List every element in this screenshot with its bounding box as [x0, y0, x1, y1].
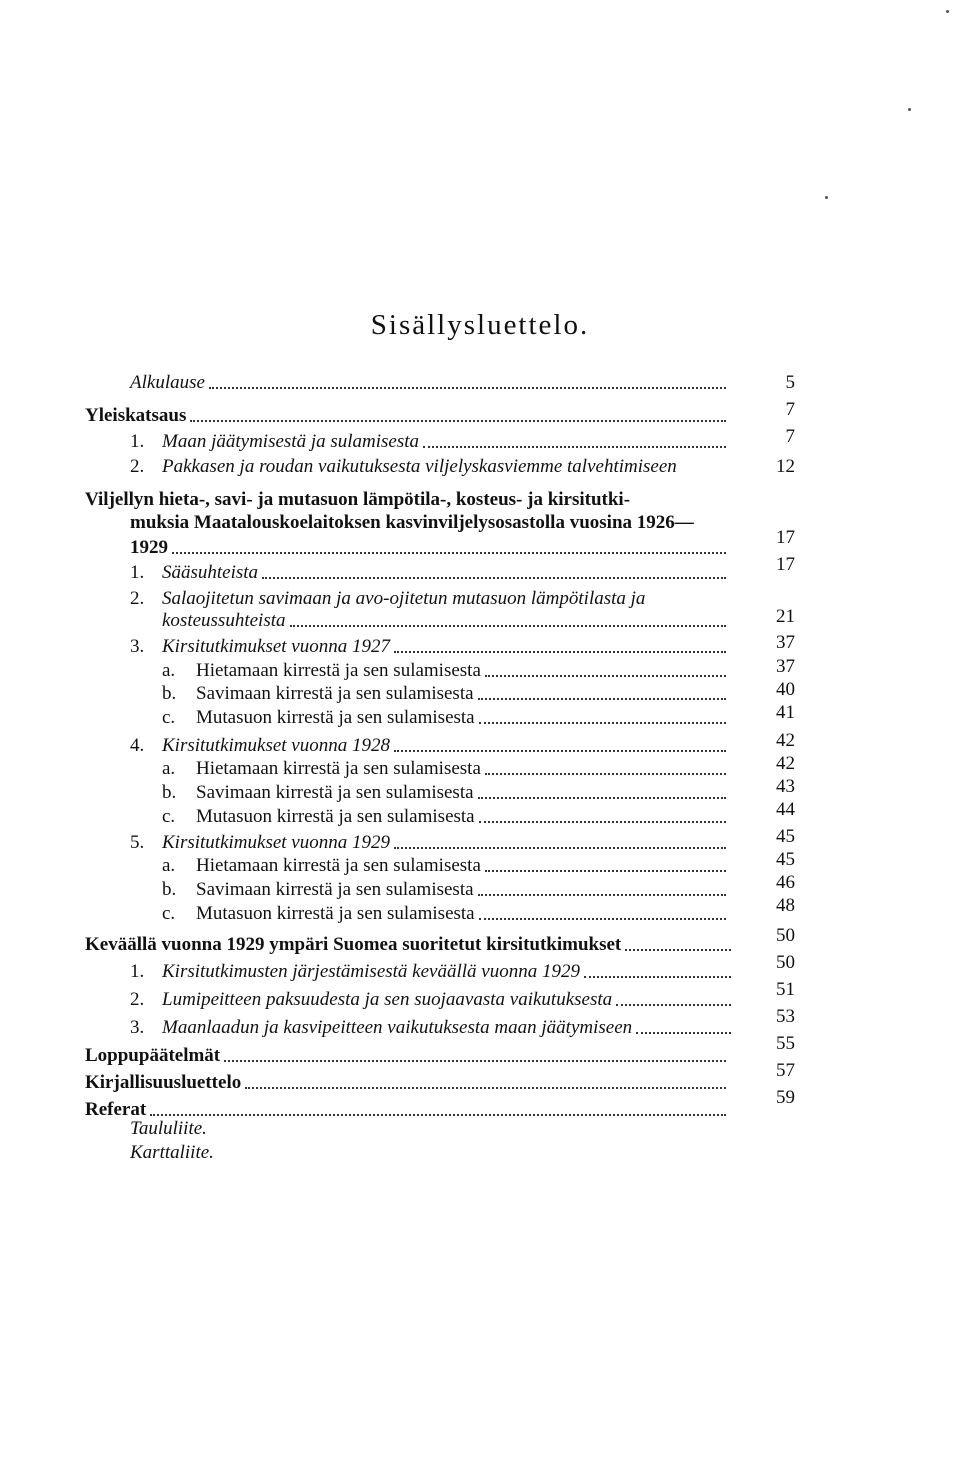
toc-entry-number: 2. [130, 456, 145, 477]
toc-page-number: 57 [776, 1060, 795, 1081]
toc-page-number: 59 [776, 1087, 795, 1108]
toc-entry-alkulause [130, 368, 730, 394]
toc-entry-text: 1929 [130, 537, 168, 558]
toc-entry-number: 4. [130, 735, 145, 756]
toc-page-number: 12 [776, 456, 795, 477]
toc-entry-number: 3. [130, 636, 145, 657]
dot-leader [478, 698, 726, 700]
toc-entry-number: 3. [130, 1017, 145, 1038]
toc-entry-letter: a. [162, 855, 176, 876]
toc-entry-letter: c. [162, 707, 176, 728]
dot-leader [625, 949, 731, 951]
toc-entry-text: Sääsuhteista [162, 562, 259, 583]
dot-leader [584, 976, 731, 978]
dot-leader [209, 387, 726, 389]
toc-entry-k1 [130, 957, 735, 983]
toc-entry-v5a [162, 851, 730, 877]
toc-entry-v5c [162, 899, 730, 925]
appendix-tauluiite: Taululiite. [130, 1118, 207, 1139]
toc-entry-letter: b. [162, 879, 177, 900]
appendix-karttaliite: Karttaliite. [130, 1142, 214, 1163]
toc-entry-viljellyn-line3 [130, 533, 730, 559]
toc-entry-v4c [162, 802, 730, 828]
toc-entry-text: Kirjallisuusluettelo [85, 1072, 242, 1093]
dot-leader [150, 1114, 726, 1116]
toc-page-number: 53 [776, 1006, 795, 1027]
toc-entry-letter: c. [162, 806, 176, 827]
toc-page-number: 43 [776, 776, 795, 797]
toc-entry-yk2 [130, 452, 740, 478]
toc-entry-number: 1. [130, 562, 145, 583]
toc-page-number: 46 [776, 872, 795, 893]
dot-leader [479, 821, 726, 823]
toc-entry-text: Mutasuon kirrestä ja sen sulamisesta [196, 903, 475, 924]
toc-entry-number: 5. [130, 832, 145, 853]
toc-page-number: 51 [776, 979, 795, 1000]
toc-entry-text: Yleiskatsaus [85, 405, 187, 426]
toc-entry-text: Lumipeitteen paksuudesta ja sen suojaavasta vaikutuksesta [162, 989, 613, 1010]
toc-entry-text: Kirsitutkimukset vuonna 1929 [162, 832, 390, 853]
toc-entry-text: Hietamaan kirrestä ja sen sulamisesta [196, 758, 481, 779]
dot-leader [394, 847, 726, 849]
toc-entry-text: Loppupäätelmät [85, 1045, 221, 1066]
page-title: Sisällysluettelo. [370, 309, 590, 341]
toc-page-number: 45 [776, 849, 795, 870]
toc-entry-text: Pakkasen ja roudan vaikutuksesta viljelyskasviemme talvehtimiseen [162, 456, 677, 477]
dot-leader [245, 1087, 726, 1089]
toc-entry-text: Savimaan kirrestä ja sen sulamisesta [196, 683, 474, 704]
toc-entry-text: Alkulause [130, 372, 205, 393]
dot-leader [394, 750, 726, 752]
toc-entry-text: Mutasuon kirrestä ja sen sulamisesta [196, 806, 475, 827]
toc-page-number: 17 [776, 527, 795, 548]
dot-leader [485, 675, 726, 677]
toc-entry-k2 [130, 985, 735, 1011]
toc-entry-loppupaatelmat [85, 1041, 730, 1067]
toc-page-number: 7 [785, 399, 795, 420]
toc-entry-text: Salaojitetun savimaan ja avo-ojitetun mutasuon lämpötilasta ja [162, 588, 646, 609]
toc-entry-letter: b. [162, 683, 177, 704]
toc-entry-yk1 [130, 427, 730, 453]
dot-leader [262, 577, 726, 579]
toc-entry-v4b [162, 778, 730, 804]
toc-entry-letter: b. [162, 782, 177, 803]
toc-entry-text: Mutasuon kirrestä ja sen sulamisesta [196, 707, 475, 728]
toc-entry-text: Maanlaadun ja kasvipeitteen vaikutuksesta maan jäätymiseen [162, 1017, 633, 1038]
toc-page-number: 44 [776, 799, 795, 820]
dot-leader [479, 918, 726, 920]
dot-leader [479, 722, 726, 724]
dot-leader [616, 1004, 731, 1006]
toc-entry-text: Savimaan kirrestä ja sen sulamisesta [196, 879, 474, 900]
toc-entry-v1 [130, 558, 730, 584]
toc-page-number: 40 [776, 679, 795, 700]
scan-speck [825, 196, 828, 199]
toc-entry-text: Referat [85, 1099, 147, 1120]
dot-leader [485, 870, 726, 872]
toc-page-number: 7 [785, 426, 795, 447]
toc-page-number: 17 [776, 554, 795, 575]
toc-entry-text: Hietamaan kirrestä ja sen sulamisesta [196, 855, 481, 876]
toc-page-number: 42 [776, 730, 795, 751]
dot-leader [423, 446, 726, 448]
dot-leader [636, 1032, 731, 1034]
toc-entry-number: 1. [130, 961, 145, 982]
toc-entry-v2-line2 [162, 606, 730, 632]
toc-page-number: 50 [776, 925, 795, 946]
scan-speck [946, 10, 949, 13]
toc-entry-v3b [162, 679, 730, 705]
toc-page-number: 21 [776, 606, 795, 627]
toc-entry-text: Kirsitutkimukset vuonna 1927 [162, 636, 390, 657]
toc-page-number: 48 [776, 895, 795, 916]
toc-entry-viljellyn-line2: muksia Maatalouskoelaitoksen kasvinviljelysosastolla vuosina 1926— [130, 512, 694, 533]
toc-entry-number: 2. [130, 989, 145, 1010]
toc-entry-kevaalla [85, 930, 735, 956]
toc-entry-text: kosteussuhteista [162, 610, 286, 631]
toc-entry-v5b [162, 875, 730, 901]
toc-page-number: 55 [776, 1033, 795, 1054]
toc-entry-v3c [162, 703, 730, 729]
dot-leader [478, 894, 726, 896]
toc-entry-yleiskatsaus [85, 401, 730, 427]
toc-page-number: 42 [776, 753, 795, 774]
toc-entry-text: Kirsitutkimusten järjestämisestä keväällä vuonna 1929 [162, 961, 580, 982]
toc-entry-viljellyn-line1: Viljellyn hieta-, savi- ja mutasuon lämpötila-, kosteus- ja kirsitutki- [85, 489, 631, 510]
toc-page-number: 5 [785, 372, 795, 393]
toc-entry-letter: a. [162, 758, 176, 779]
toc-entry-kirjallisuusluettelo [85, 1068, 730, 1094]
toc-page-number: 41 [776, 702, 795, 723]
toc-entry-text: Kirsitutkimukset vuonna 1928 [162, 735, 390, 756]
dot-leader [478, 797, 726, 799]
toc-entry-number: 1. [130, 431, 145, 452]
dot-leader [394, 651, 726, 653]
scan-speck [908, 108, 911, 111]
toc-page-number: 45 [776, 826, 795, 847]
toc-page-number: 37 [776, 632, 795, 653]
toc-entry-v4a [162, 754, 730, 780]
toc-entry-number: 2. [130, 588, 145, 609]
toc-page-number: 37 [776, 656, 795, 677]
toc-page-number: 50 [776, 952, 795, 973]
dot-leader [290, 625, 727, 627]
toc-entry-text: Savimaan kirrestä ja sen sulamisesta [196, 782, 474, 803]
toc-entry-letter: c. [162, 903, 176, 924]
dot-leader [190, 420, 726, 422]
dot-leader [224, 1060, 726, 1062]
toc-entry-text: Hietamaan kirrestä ja sen sulamisesta [196, 660, 481, 681]
toc-entry-v3 [130, 632, 730, 658]
dot-leader [172, 552, 726, 554]
toc-entry-text: Keväällä vuonna 1929 ympäri Suomea suoritetut kirsitutkimukset [85, 934, 622, 955]
toc-entry-letter: a. [162, 660, 176, 681]
toc-entry-k3 [130, 1013, 735, 1039]
toc-entry-text: Maan jäätymisestä ja sulamisesta [162, 431, 420, 452]
dot-leader [485, 773, 726, 775]
